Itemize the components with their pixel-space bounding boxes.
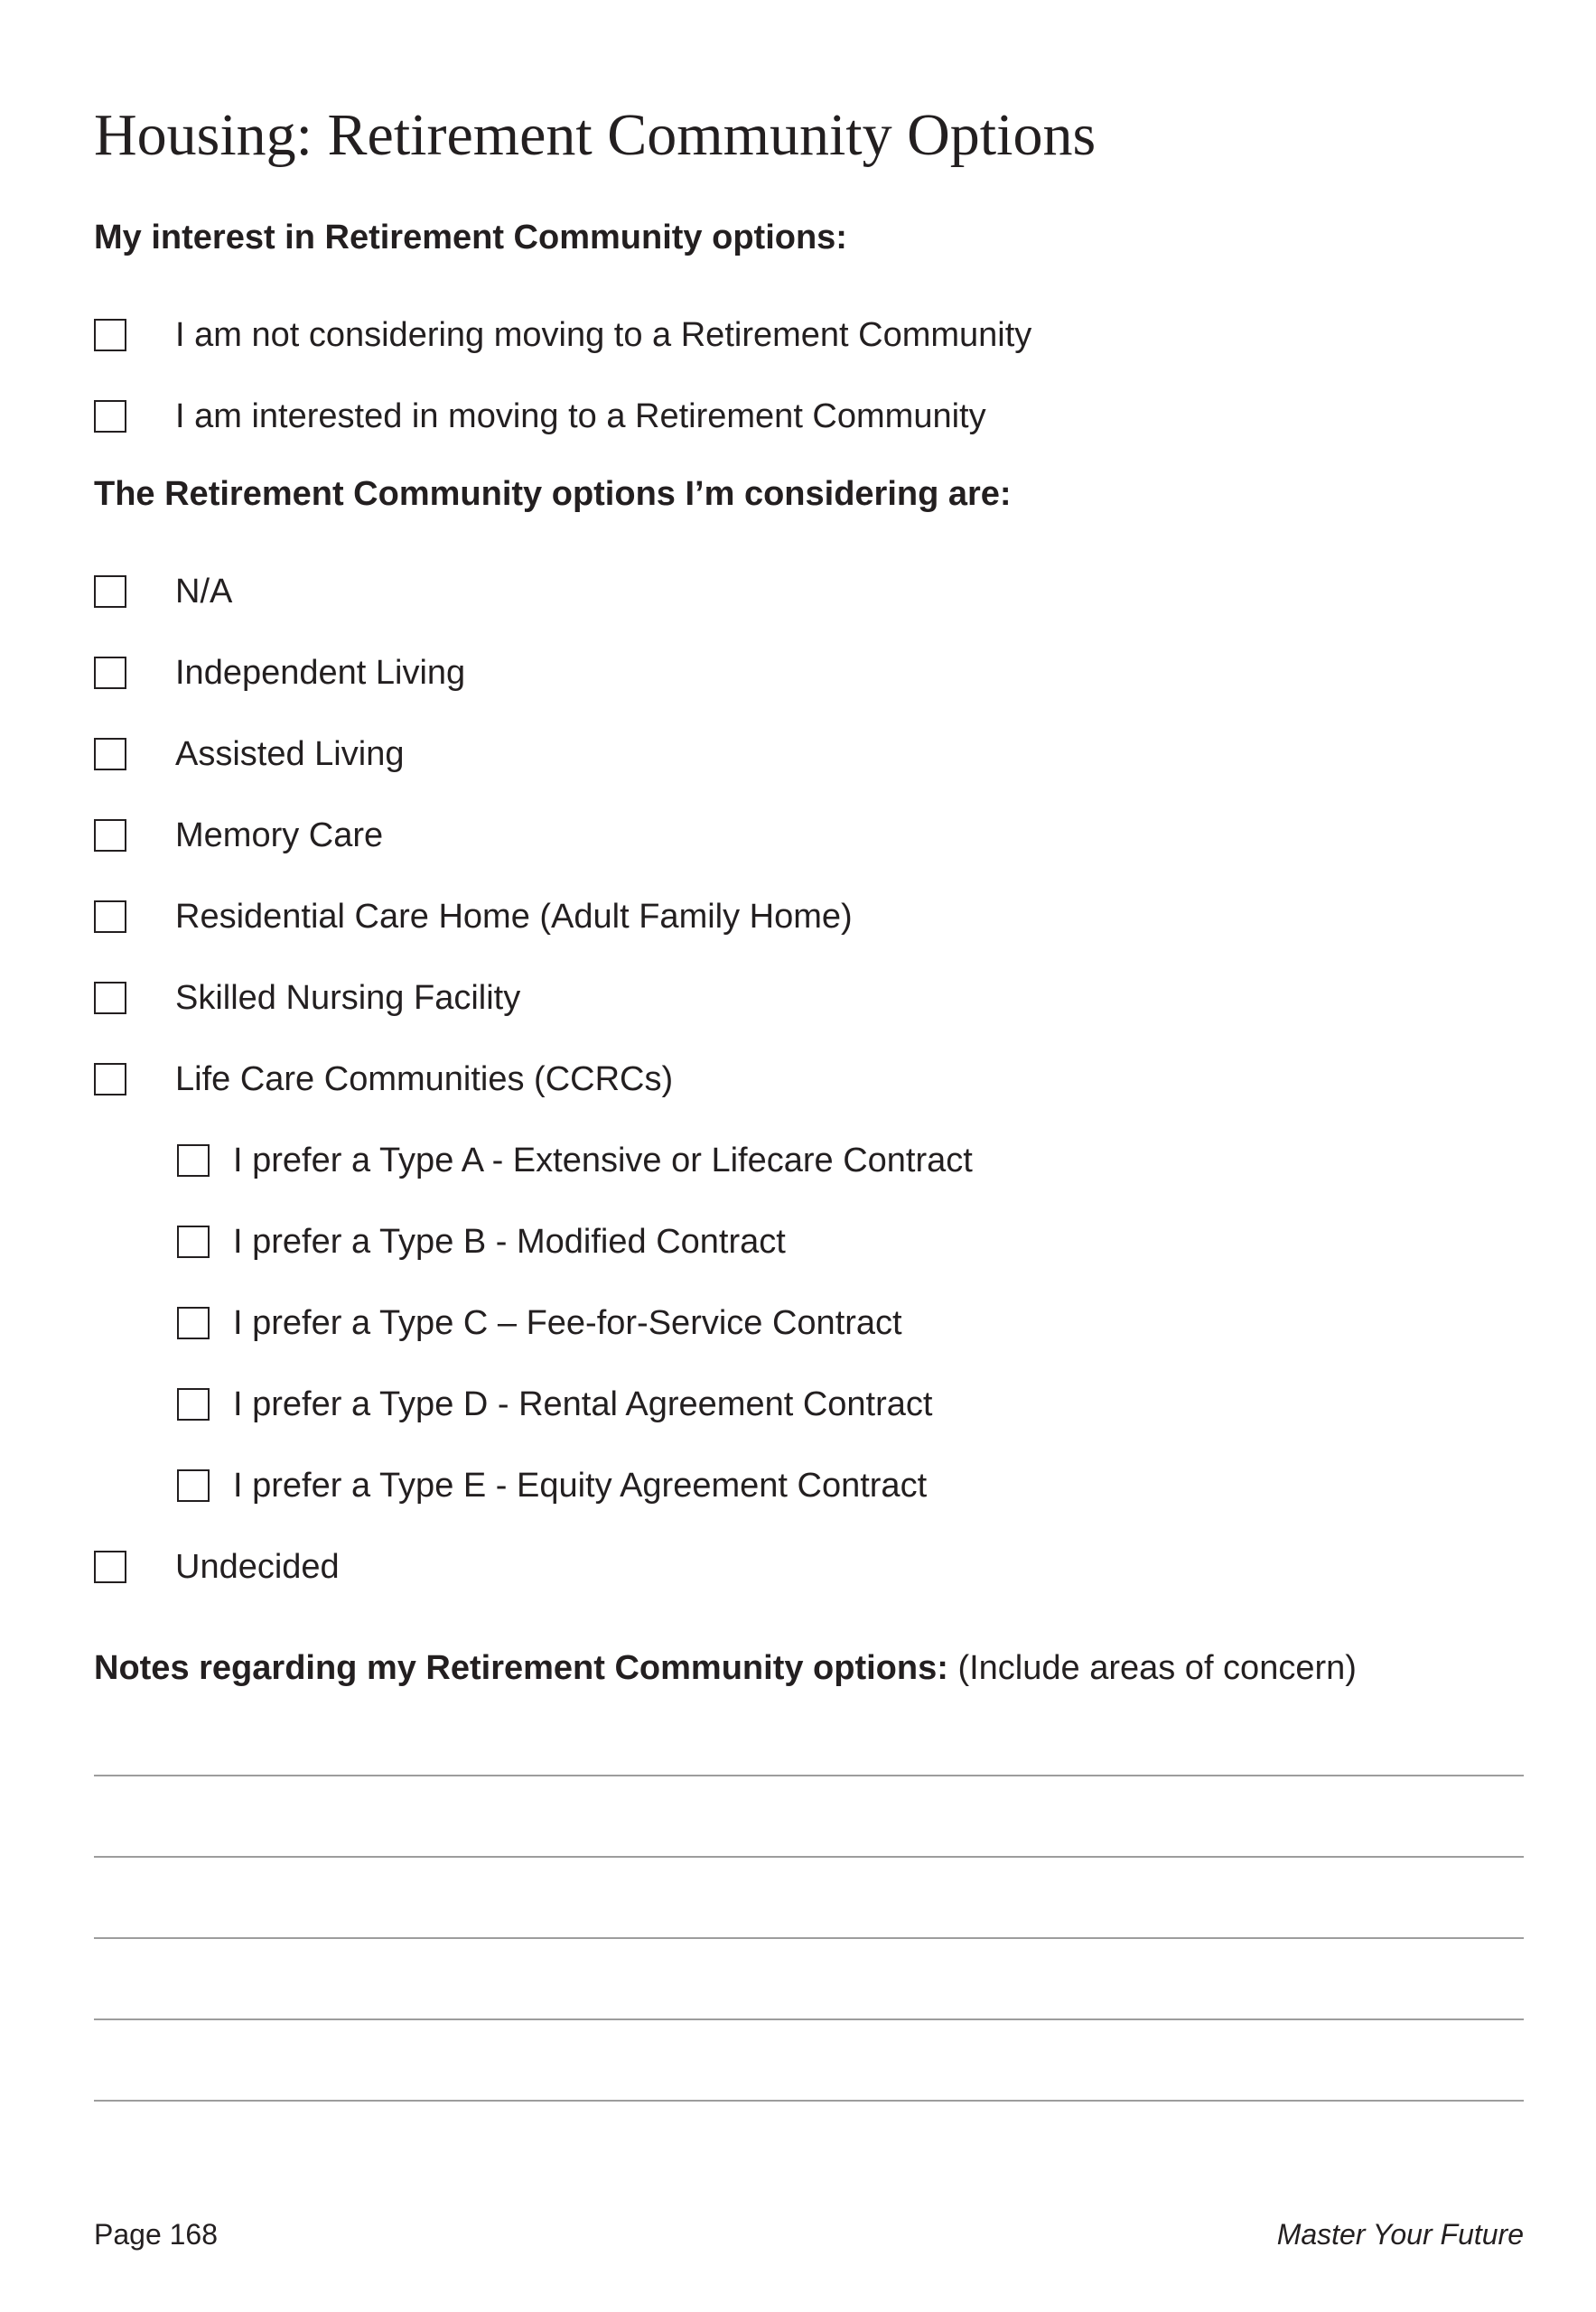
- interest-heading: My interest in Retirement Community options:: [94, 219, 847, 256]
- checkbox-label: Memory Care: [175, 816, 384, 854]
- page-title: Housing: Retirement Community Options: [94, 102, 1097, 168]
- checkbox-label: I am interested in moving to a Retirement Community: [175, 396, 986, 435]
- notes-line-5[interactable]: [94, 2100, 1524, 2102]
- checkbox-square[interactable]: [94, 900, 126, 933]
- checkbox-label: Independent Living: [175, 653, 466, 692]
- checkbox-label: I prefer a Type D - Rental Agreement Contract: [233, 1384, 933, 1423]
- checkbox-square[interactable]: [94, 819, 126, 852]
- checkbox-interested[interactable]: [94, 396, 986, 437]
- checkbox-label: Undecided: [175, 1547, 340, 1586]
- checkbox-square[interactable]: [94, 400, 126, 433]
- notes-heading: [94, 1649, 1357, 1688]
- checkbox-residential-care-home[interactable]: [94, 896, 853, 937]
- checkbox-square[interactable]: [177, 1388, 210, 1421]
- checkbox-square[interactable]: [177, 1307, 210, 1339]
- checkbox-label: I prefer a Type E - Equity Agreement Contract: [233, 1466, 928, 1505]
- checkbox-type-c[interactable]: [177, 1302, 902, 1344]
- notes-line-4[interactable]: [94, 2018, 1524, 2020]
- notes-heading-hint: (Include areas of concern): [947, 1649, 1357, 1687]
- checkbox-independent-living[interactable]: [94, 652, 465, 694]
- checkbox-assisted-living[interactable]: [94, 733, 404, 775]
- checkbox-square[interactable]: [94, 982, 126, 1014]
- checkbox-label: Residential Care Home (Adult Family Home): [175, 897, 853, 936]
- checkbox-label: Assisted Living: [175, 734, 405, 773]
- checkbox-square[interactable]: [94, 1551, 126, 1583]
- checkbox-square[interactable]: [94, 657, 126, 689]
- checkbox-label: N/A: [175, 572, 233, 611]
- checkbox-square[interactable]: [94, 319, 126, 351]
- notes-heading-bold: Notes regarding my Retirement Community options:: [94, 1649, 948, 1687]
- checkbox-type-a[interactable]: [177, 1140, 973, 1181]
- checkbox-square[interactable]: [177, 1144, 210, 1177]
- options-heading: The Retirement Community options I’m considering are:: [94, 475, 1012, 513]
- notes-line-1[interactable]: [94, 1775, 1524, 1776]
- checkbox-type-d[interactable]: [177, 1384, 932, 1425]
- checkbox-square[interactable]: [94, 1063, 126, 1095]
- checkbox-na[interactable]: [94, 571, 232, 612]
- checkbox-undecided[interactable]: [94, 1546, 340, 1588]
- checkbox-not-considering[interactable]: [94, 314, 1031, 356]
- checkbox-label: I prefer a Type C – Fee-for-Service Contract: [233, 1303, 902, 1342]
- checkbox-label: I am not considering moving to a Retirement Community: [175, 315, 1032, 354]
- page-number: Page 168: [94, 2218, 219, 2251]
- checkbox-square[interactable]: [177, 1226, 210, 1258]
- checkbox-life-care-communities[interactable]: [94, 1058, 673, 1100]
- notes-line-2[interactable]: [94, 1856, 1524, 1858]
- checkbox-type-e[interactable]: [177, 1465, 927, 1506]
- checkbox-square[interactable]: [94, 575, 126, 608]
- notes-line-3[interactable]: [94, 1937, 1524, 1939]
- checkbox-type-b[interactable]: [177, 1221, 786, 1263]
- checkbox-label: Skilled Nursing Facility: [175, 978, 521, 1017]
- checkbox-square[interactable]: [94, 738, 126, 770]
- checkbox-label: Life Care Communities (CCRCs): [175, 1059, 674, 1098]
- checkbox-label: I prefer a Type A - Extensive or Lifecare Contract: [233, 1141, 973, 1179]
- checkbox-memory-care[interactable]: [94, 815, 383, 856]
- checkbox-square[interactable]: [177, 1469, 210, 1502]
- checkbox-label: I prefer a Type B - Modified Contract: [233, 1222, 786, 1261]
- checkbox-skilled-nursing[interactable]: [94, 977, 520, 1019]
- book-title: Master Your Future: [1276, 2218, 1524, 2251]
